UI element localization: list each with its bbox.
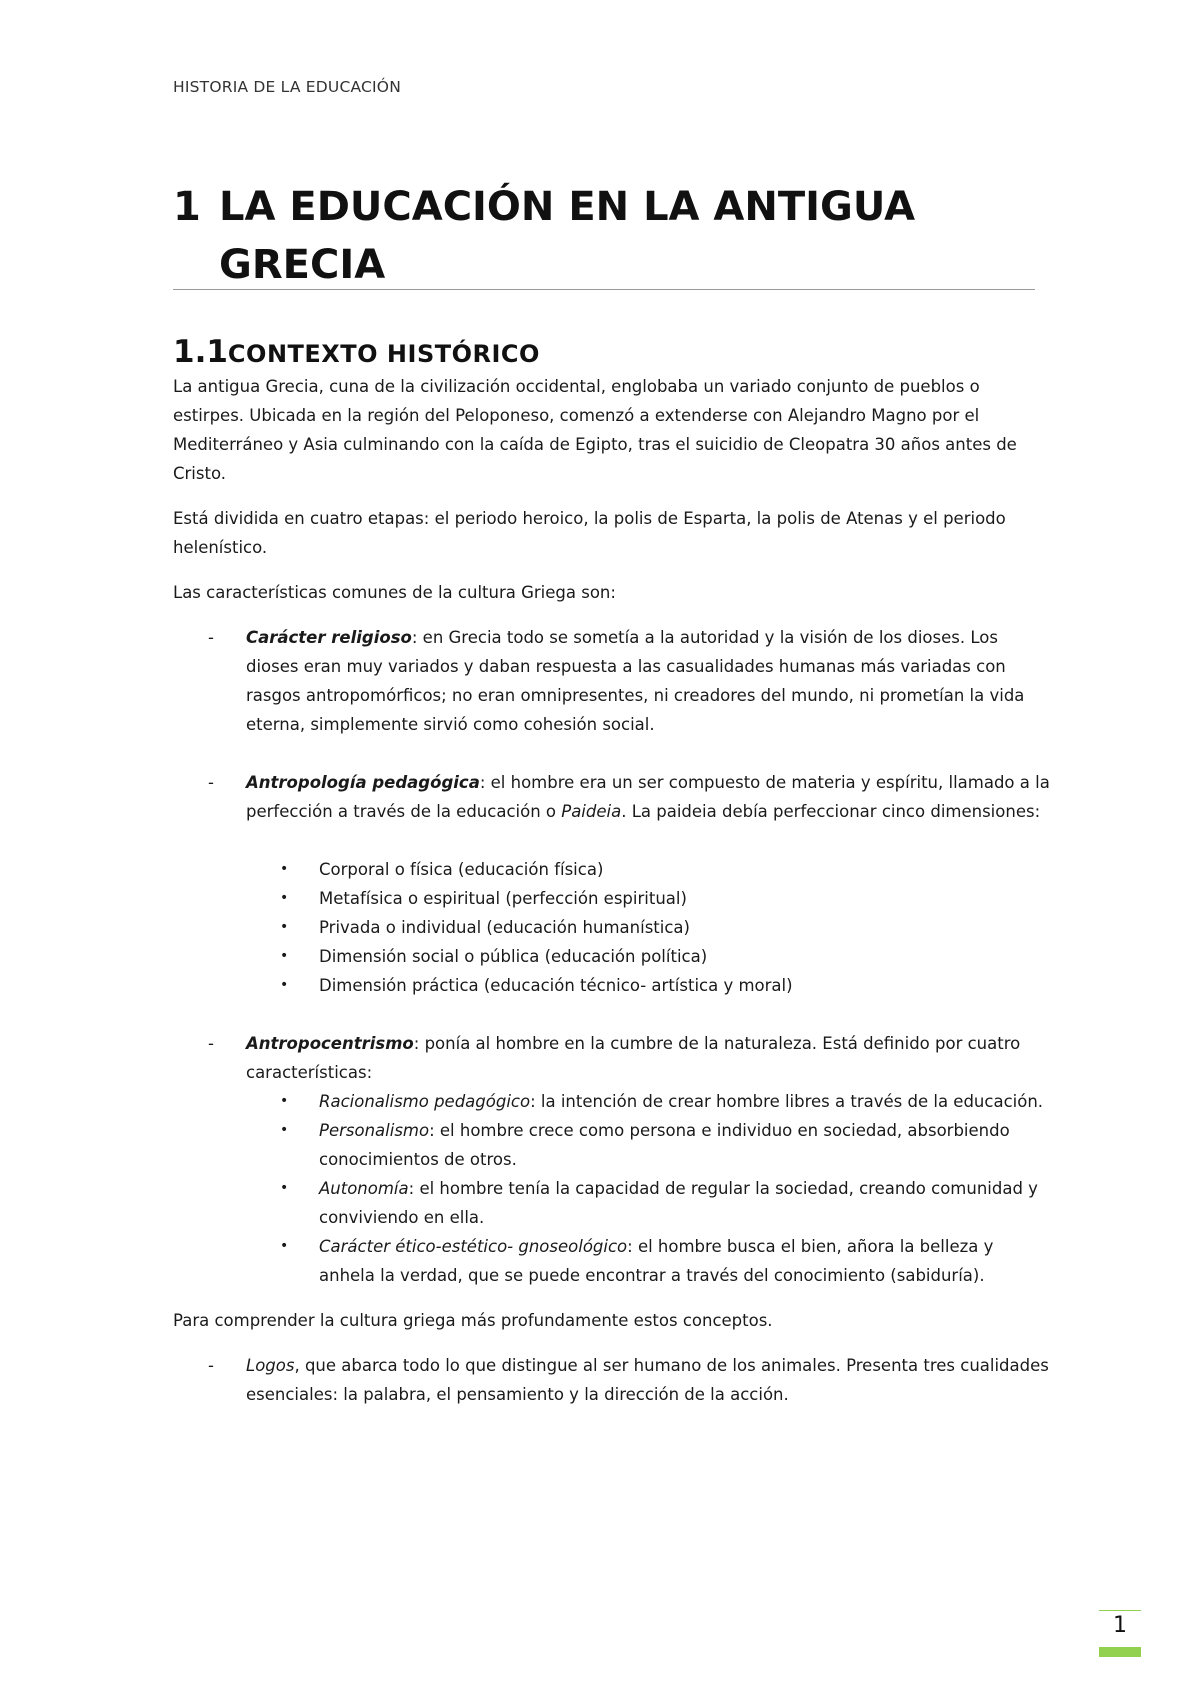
list-item bbox=[173, 855, 1053, 884]
list-item bbox=[173, 1029, 1053, 1290]
list-item bbox=[173, 942, 1053, 971]
bullet-marker: • bbox=[280, 890, 289, 906]
dash-marker: - bbox=[208, 1356, 214, 1375]
feature-text: : el hombre busca el bien, añora la belleza y anhela la verdad, que se puede encontrar a través del conocimiento (sabiduría). bbox=[319, 1237, 994, 1285]
section-heading bbox=[173, 334, 540, 370]
chapter-title-line1: LA EDUCACIÓN EN LA ANTIGUA bbox=[219, 184, 916, 230]
bullet-marker: • bbox=[280, 861, 289, 877]
dimension-text: Metafísica o espiritual (perfección espiritual) bbox=[319, 889, 687, 908]
term-religioso: Carácter religioso bbox=[246, 628, 412, 647]
text-religioso: : en Grecia todo se sometía a la autoridad y la visión de los dioses. Los dioses eran muy variados y daban respuesta a las casualidades humanas más variadas con rasgos antropomórficos; no eran omnipresentes, ni creadores del mundo, ni prometían la vida eterna, simplemente sirvió como cohesión social. bbox=[246, 628, 1025, 734]
term-logos: Logos bbox=[246, 1356, 295, 1375]
bullet-marker: • bbox=[280, 1122, 289, 1138]
characteristics-list bbox=[173, 623, 1053, 1290]
page-number-accent-bar bbox=[1099, 1647, 1141, 1657]
feature-text: : el hombre crece como persona e individuo en sociedad, absorbiendo conocimientos de otros. bbox=[319, 1121, 1010, 1169]
list-item bbox=[173, 971, 1053, 1000]
list-item bbox=[173, 884, 1053, 913]
list-item bbox=[173, 1351, 1053, 1409]
term-antropocentrismo: Antropocentrismo bbox=[246, 1034, 414, 1053]
term-antropologia: Antropología pedagógica bbox=[246, 773, 480, 792]
dimension-text: Privada o individual (educación humanística) bbox=[319, 918, 690, 937]
paragraph-characteristics-intro: Las características comunes de la cultura Griega son: bbox=[173, 583, 616, 602]
text-antropologia-a: : el hombre era un ser compuesto de materia y espíritu, llamado a la perfección a través de la educación o bbox=[246, 773, 1050, 821]
list-item bbox=[173, 623, 1053, 739]
document-body bbox=[173, 372, 1053, 1409]
page-number: 1 bbox=[1113, 1613, 1127, 1638]
list-item bbox=[173, 768, 1053, 1000]
feature-term: Racionalismo pedagógico bbox=[319, 1092, 531, 1111]
dimension-text: Dimensión práctica (educación técnico- artística y moral) bbox=[319, 976, 793, 995]
section-number: 1.1 bbox=[173, 334, 228, 370]
bullet-marker: • bbox=[280, 977, 289, 993]
bullet-marker: • bbox=[280, 1238, 289, 1254]
dimension-text: Corporal o física (educación física) bbox=[319, 860, 604, 879]
running-header: HISTORIA DE LA EDUCACIÓN bbox=[173, 78, 401, 96]
term-paideia: Paideia bbox=[561, 802, 622, 821]
bullet-marker: • bbox=[280, 919, 289, 935]
chapter-number: 1 bbox=[173, 184, 201, 230]
heading-underline bbox=[173, 289, 1035, 290]
paragraph-stages: Está dividida en cuatro etapas: el periodo heroico, la polis de Esparta, la polis de Atenas y el periodo helenístico. bbox=[173, 509, 1006, 557]
list-item bbox=[173, 1116, 1053, 1174]
text-antropocentrismo: : ponía al hombre en la cumbre de la naturaleza. Está definido por cuatro características: bbox=[246, 1034, 1021, 1082]
page-number-top-rule bbox=[1099, 1610, 1141, 1611]
text-logos: , que abarca todo lo que distingue al ser humano de los animales. Presenta tres cualidades esenciales: la palabra, el pensamiento y la dirección de la acción. bbox=[246, 1356, 1049, 1404]
bullet-marker: • bbox=[280, 1180, 289, 1196]
feature-text: : el hombre tenía la capacidad de regular la sociedad, creando comunidad y conviviendo en ella. bbox=[319, 1179, 1038, 1227]
feature-text: : la intención de crear hombre libres a través de la educación. bbox=[530, 1092, 1044, 1111]
list-item bbox=[173, 1174, 1053, 1232]
paragraph-concepts-intro: Para comprender la cultura griega más profundamente estos conceptos. bbox=[173, 1311, 773, 1330]
bullet-marker: • bbox=[280, 948, 289, 964]
dash-marker: - bbox=[208, 773, 214, 792]
section-title: CONTEXTO HISTÓRICO bbox=[227, 340, 540, 368]
paragraph-intro: La antigua Grecia, cuna de la civilización occidental, englobaba un variado conjunto de pueblos o estirpes. Ubicada en la región del Peloponeso, comenzó a extenderse con Alejandro Magno por el Mediterráneo y Asia culminando con la caída de Egipto, tras el suicidio de Cleopatra 30 años antes de Cristo. bbox=[173, 377, 1017, 483]
feature-term: Autonomía bbox=[319, 1179, 409, 1198]
bullet-marker: • bbox=[280, 1093, 289, 1109]
dash-marker: - bbox=[208, 628, 214, 647]
dimension-text: Dimensión social o pública (educación política) bbox=[319, 947, 708, 966]
chapter-title-line2: GRECIA bbox=[219, 242, 386, 288]
text-antropologia-b: . La paideia debía perfeccionar cinco dimensiones: bbox=[621, 802, 1041, 821]
dash-marker: - bbox=[208, 1034, 214, 1053]
features-list bbox=[246, 1087, 1053, 1290]
list-item bbox=[173, 913, 1053, 942]
list-item bbox=[173, 1232, 1053, 1290]
feature-term: Personalismo bbox=[319, 1121, 430, 1140]
concepts-list bbox=[173, 1351, 1053, 1409]
feature-term: Carácter ético-estético- gnoseológico bbox=[319, 1237, 628, 1256]
list-item bbox=[173, 1087, 1053, 1116]
dimensions-list bbox=[246, 855, 1053, 1000]
chapter-heading bbox=[173, 178, 1035, 294]
